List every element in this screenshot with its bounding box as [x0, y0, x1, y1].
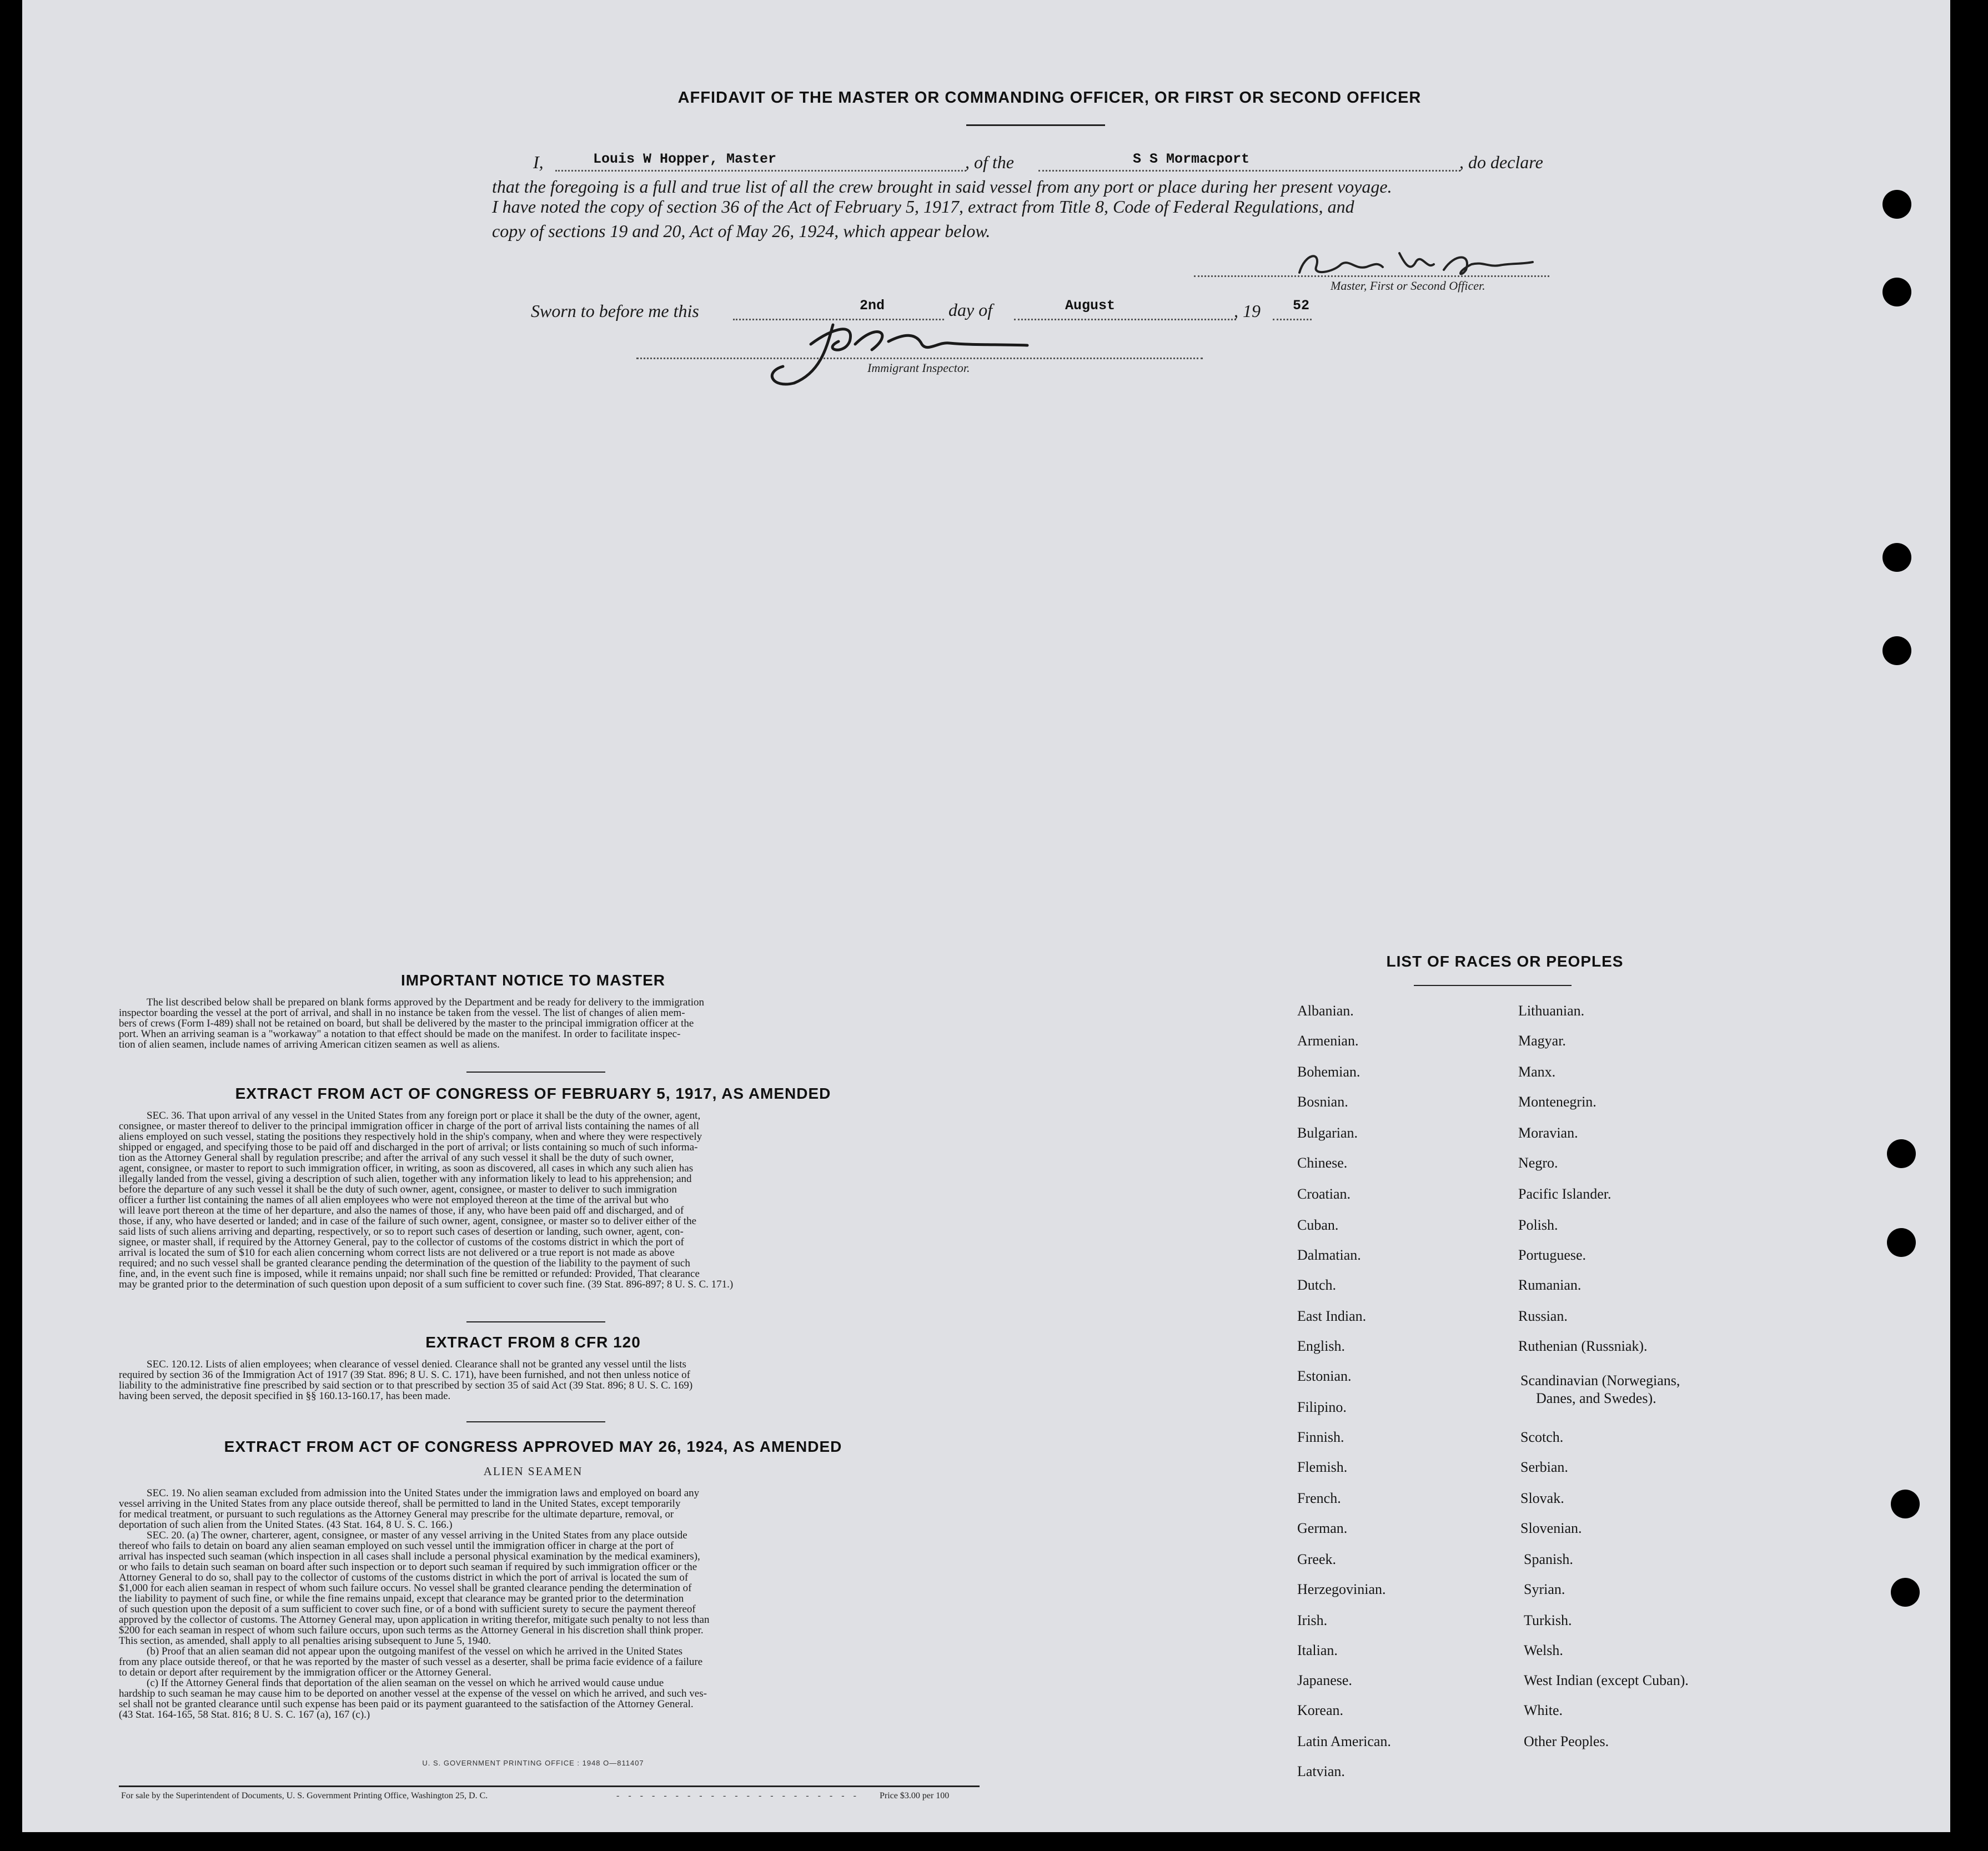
race-item: Slovenian. [1520, 1520, 1582, 1536]
extract-line: (43 Stat. 164-165, 58 Stat. 816; 8 U. S. C. 167 (a), 167 (c).) [119, 1709, 370, 1721]
declaration-line: copy of sections 19 and 20, Act of May 26, 1924, which appear below. [492, 221, 991, 241]
race-item: Korean. [1297, 1702, 1344, 1718]
race-item: Ruthenian (Russniak). [1518, 1338, 1648, 1354]
race-item: Russian. [1518, 1308, 1568, 1324]
race-item: Syrian. [1524, 1581, 1565, 1597]
master-name-field-line [555, 170, 966, 172]
extract-line: hardship to such seaman he may cause him to be deported on another vessel at the expense of the vessel on which he arrived, and such ves- [119, 1688, 707, 1699]
master-signature-caption: Master, First or Second Officer. [1331, 279, 1485, 293]
extract-line: aliens employed on such vessel, stating the positions they respectively hold in the ship's company, when and where they were respectively [119, 1131, 702, 1143]
extract-line: agent, consignee, or master to report to such immigration officer, in writing, as soon as discovered, all cases in which any such alien has [119, 1163, 694, 1174]
race-item: Danes, and Swedes). [1536, 1390, 1656, 1406]
year-field-line [1273, 319, 1312, 320]
divider [466, 1321, 605, 1322]
footer-price: Price $3.00 per 100 [880, 1791, 950, 1800]
extract-line: required; and no such vessel shall be granted clearance pending the determination of the question of the liability to the payment of such [119, 1258, 690, 1269]
extract-line: (c) If the Attorney General finds that deportation of the alien seaman on the vessel on which he arrived would cause undue [147, 1677, 664, 1689]
notice-line: tion of alien seamen, include names of arriving American citizen seamen as well as aliens. [119, 1039, 500, 1050]
extract-line: shipped or engaged, and specifying those to be paid off and discharged in the port of arrival; or lists containing so much of such informa- [119, 1141, 698, 1153]
extract-line: arrival has inspected such seaman (which inspection in all cases shall include a personal physical examination by the medical examiners), [119, 1551, 700, 1562]
race-item: Slovak. [1520, 1490, 1564, 1506]
extract-line: arrival is located the sum of $10 for each alien concerning whom correct lists are not delivered or a true report is not made as above [119, 1247, 675, 1259]
extract-line: deportation of such alien from the United States. (43 Stat. 164, 8 U. S. C. 166.) [119, 1519, 453, 1531]
day-of-label: day of [948, 300, 993, 320]
extract-line: of such question upon the deposit of a sum sufficient to cover such fine, or of a bond with sufficient surety to secure the payment thereof [119, 1603, 696, 1615]
race-item: French. [1297, 1490, 1341, 1506]
race-item: Latvian. [1297, 1763, 1345, 1779]
extract-line: having been served, the deposit specified in §§ 160.13-160.17, has been made. [119, 1390, 451, 1402]
extract-line: required by section 36 of the Immigration Act of 1917 (39 Stat. 896; 8 U. S. C. 171), have been furnished, and not then unless notice of [119, 1369, 690, 1381]
race-item: Polish. [1518, 1217, 1558, 1233]
race-item: Portuguese. [1518, 1247, 1587, 1263]
extract-1924-subtitle: ALIEN SEAMEN [483, 1465, 583, 1478]
extract-line: SEC. 120.12. Lists of alien employees; when clearance of vessel denied. Clearance shall not be granted any vessel until the lists [147, 1359, 686, 1370]
extract-line: the liability to payment of such fine, or while the fine remains unpaid, except that clearance may be granted prior to the determination [119, 1593, 684, 1604]
divider [466, 1072, 605, 1073]
extract-line: for medical treatment, or pursuant to such regulations as the Attorney General may prescribe for the ultimate departure, removal, or [119, 1508, 674, 1520]
extract-1917-body [119, 1110, 957, 1290]
race-item: Herzegovinian. [1297, 1581, 1386, 1597]
extract-line: approved by the collector of customs. The Attorney General may, upon application in writing therefor, mitigate such penalty to not less than [119, 1614, 710, 1626]
gpo-imprint: U. S. GOVERNMENT PRINTING OFFICE : 1948 O—811407 [422, 1759, 644, 1767]
notice-title: IMPORTANT NOTICE TO MASTER [400, 972, 666, 989]
race-item: Scotch. [1520, 1429, 1564, 1445]
punch-hole [1887, 1228, 1916, 1257]
race-item: Negro. [1518, 1155, 1558, 1171]
race-item: Finnish. [1297, 1429, 1344, 1445]
race-item: Welsh. [1524, 1642, 1563, 1658]
punch-hole [1882, 278, 1911, 306]
punch-hole [1882, 543, 1911, 572]
extract-line: liability to the administrative fine prescribed by said section or to that prescribed by section 35 of said Act (39 Stat. 896; 8 U. S. C. 169) [119, 1380, 693, 1391]
extract-line: vessel arriving in the United States from any place outside thereof, shall be permitted to land in the United States, except temporarily [119, 1498, 681, 1510]
race-item: Bosnian. [1297, 1094, 1348, 1110]
punch-hole [1882, 636, 1911, 665]
declaration-line: I have noted the copy of section 36 of the Act of February 5, 1917, extract from Title 8, Code of Federal Regulations, and [492, 197, 1354, 217]
race-item: Italian. [1297, 1642, 1338, 1658]
extract-line: to detain or deport after requirement by the immigration officer or the Attorney General. [119, 1667, 491, 1678]
extract-line: from any place outside thereof, or that he was reported by the master of such vessel as a deserter, shall be prima facie evidence of a failure [119, 1656, 703, 1668]
extract-line: consignee, or master thereof to deliver to the principal immigration officer in charge of the port of arrival lists containing the names of all [119, 1120, 700, 1132]
extract-line: SEC. 19. No alien seaman excluded from admission into the United States under the immigration laws and employed on board any [147, 1487, 700, 1499]
year-value: 52 [1293, 298, 1310, 314]
race-item: Flemish. [1297, 1459, 1348, 1475]
footer-rule [119, 1785, 980, 1787]
extract-line: before the departure of any such vessel it shall be the duty of such owner, agent, consignee, or master to deliver to such immigration [119, 1184, 677, 1195]
extract-1924-title: EXTRACT FROM ACT OF CONGRESS APPROVED MAY 26, 1924, AS AMENDED [224, 1438, 842, 1455]
race-item: Montenegrin. [1518, 1094, 1597, 1110]
extract-line: signee, or master shall, if required by the Attorney General, pay to the collector of customs of the costoms district in which the port of [119, 1236, 684, 1248]
divider [966, 124, 1105, 126]
race-item: East Indian. [1297, 1308, 1367, 1324]
inspector-caption: Immigrant Inspector. [867, 361, 970, 375]
inspector-signature [761, 311, 1105, 394]
i-label: I, [533, 152, 544, 172]
race-item: Moravian. [1518, 1125, 1578, 1141]
race-item: Turkish. [1524, 1612, 1572, 1628]
race-item: Albanian. [1297, 1003, 1354, 1019]
race-item: German. [1297, 1520, 1348, 1536]
race-item: Pacific Islander. [1518, 1186, 1612, 1202]
extract-line: or who fails to detain such seaman on board after such inspection or to deport such seaman if required by such immigration officer or the [119, 1561, 697, 1573]
race-item: English. [1297, 1338, 1345, 1354]
footer-sale-text: For sale by the Superintendent of Documents, U. S. Government Printing Office, Washington 25, D. C. [121, 1791, 488, 1800]
race-item: Filipino. [1297, 1399, 1347, 1415]
divider [1414, 985, 1572, 986]
affidavit-title: AFFIDAVIT OF THE MASTER OR COMMANDING OFFICER, OR FIRST OR SECOND OFFICER [677, 89, 1422, 107]
race-item: Bohemian. [1297, 1064, 1361, 1080]
master-name-value: Louis W Hopper, Master [593, 151, 777, 167]
race-item: Croatian. [1297, 1186, 1351, 1202]
punch-hole [1891, 1578, 1920, 1607]
notice-line: inspector boarding the vessel at the port of arrival, and shall in no instance be taken from the vessel. The list of changes of alien mem- [119, 1007, 685, 1019]
extract-line: SEC. 20. (a) The owner, charterer, agent, consignee, or master of any vessel arriving in the United States from any place outside [147, 1530, 687, 1541]
race-item: Estonian. [1297, 1368, 1352, 1384]
race-item: Scandinavian (Norwegians, [1520, 1372, 1680, 1389]
extract-line: said lists of such aliens arriving and departing, respectively, or so to report such cases of desertion or landing, such owner, agent, con- [119, 1226, 684, 1238]
race-item: Manx. [1518, 1064, 1556, 1080]
races-title: LIST OF RACES OR PEOPLES [1386, 953, 1624, 970]
extract-line: tion as the Attorney General shall by regulation prescribe; and after the arrival of any such vessel it shall be the duty of such owner, [119, 1152, 674, 1164]
punch-hole [1887, 1139, 1916, 1168]
race-item: Irish. [1297, 1612, 1328, 1628]
extract-line: SEC. 36. That upon arrival of any vessel in the United States from any foreign port or place it shall be the duty of the owner, agent, [147, 1110, 701, 1121]
declaration-line: that the foregoing is a full and true list of all the crew brought in said vessel from any port or place during her present voyage. [492, 177, 1392, 197]
race-item: Dutch. [1297, 1277, 1337, 1293]
notice-line: The list described below shall be prepared on blank forms approved by the Department and be ready for delivery to the immigration [147, 997, 705, 1008]
sworn-label: Sworn to before me this [531, 301, 699, 321]
extract-line: sel shall not be granted clearance until such expense has been paid or its payment guaranteed to the satisfaction of the Attorney General. [119, 1698, 694, 1710]
extract-line: fine, and, in the event such fine is imposed, while it remains unpaid; nor shall such fine be remitted or refunded: Provided, That clearance [119, 1268, 700, 1280]
sworn-month-value: August [1065, 298, 1116, 314]
extract-cfr-body [119, 1359, 957, 1401]
punch-hole [1891, 1490, 1920, 1518]
vessel-name-value: S S Mormacport [1133, 151, 1250, 167]
notice-line: port. When an arriving seaman is a "workaway" a notation to that effect should be made on the manifest. In order to facilitate inspec- [119, 1028, 681, 1040]
footer-dashes: - - - - - - - - - - - - - - - - - - - - - [616, 1791, 860, 1800]
extract-1924-body [119, 1488, 957, 1720]
race-item: Armenian. [1297, 1033, 1359, 1049]
race-item: Chinese. [1297, 1155, 1348, 1171]
notice-body [119, 997, 952, 1050]
race-item: Japanese. [1297, 1672, 1352, 1688]
race-item: Magyar. [1518, 1033, 1566, 1049]
extract-1917-title: EXTRACT FROM ACT OF CONGRESS OF FEBRUARY 5, 1917, AS AMENDED [235, 1085, 831, 1102]
divider [466, 1421, 605, 1422]
extract-line: will leave port thereon at the time of her departure, and also the names of those, if any, who have been paid off and discharged, and of [119, 1205, 684, 1216]
sworn-day-value: 2nd [860, 298, 885, 314]
of-the-label: , of the [965, 152, 1014, 172]
extract-line: thereof who fails to detain on board any alien seaman employed on such vessel until the immigration officer in charge at the port of [119, 1540, 674, 1552]
race-item: Bulgarian. [1297, 1125, 1358, 1141]
extract-cfr-title: EXTRACT FROM 8 CFR 120 [425, 1334, 641, 1351]
extract-line: may be granted prior to the determination of such question upon deposit of a sum sufficient to cover such fine. (39 Stat. 896-897; 8 U. S. C. 171.) [119, 1279, 734, 1290]
race-item: Rumanian. [1518, 1277, 1582, 1293]
race-item: Dalmatian. [1297, 1247, 1361, 1263]
extract-line: (b) Proof that an alien seaman did not appear upon the outgoing manifest of the vessel on which he arrived in the United States [147, 1646, 683, 1657]
extract-line: Attorney General to do so, shall pay to the collector of customs of the customs district in which the port of arrival is located the sum of [119, 1572, 689, 1583]
race-item: Spanish. [1524, 1551, 1573, 1567]
race-item: Other Peoples. [1524, 1733, 1609, 1749]
vessel-name-field-line [1038, 170, 1460, 172]
year-prefix-label: , 19 [1234, 301, 1261, 321]
race-item: Latin American. [1297, 1733, 1391, 1749]
do-declare-label: , do declare [1459, 152, 1543, 172]
race-item: Cuban. [1297, 1217, 1339, 1233]
race-item: Greek. [1297, 1551, 1337, 1567]
race-item: Lithuanian. [1518, 1003, 1585, 1019]
extract-line: illegally landed from the vessel, giving a description of such alien, together with any information likely to lead to his apprehension; and [119, 1173, 692, 1185]
race-item: West Indian (except Cuban). [1524, 1672, 1689, 1688]
race-item: Serbian. [1520, 1459, 1568, 1475]
race-item: White. [1524, 1702, 1563, 1718]
extract-line: officer a further list containing the names of all alien employees who were not employed thereon at the time of the arrival but who [119, 1194, 669, 1206]
notice-line: bers of crews (Form I-489) shall not be retained on board, but shall be delivered by the master to the principal immigration officer at the [119, 1018, 694, 1029]
extract-line: This section, as amended, shall apply to all penalties arising subsequent to June 5, 1940. [119, 1635, 491, 1647]
extract-line: $1,000 for each alien seaman in respect of whom such failure occurs. No vessel shall be granted clearance pending the determination of [119, 1582, 692, 1594]
extract-line: those, if any, who have deserted or landed; and in case of the failure of such owner, agent, consignee, or master so to deliver either of the [119, 1215, 696, 1227]
extract-line: $200 for each seaman in respect of whom such failure occurs, upon such terms as the Attorney General in his discretion shall think proper. [119, 1624, 704, 1636]
punch-hole [1882, 190, 1911, 219]
